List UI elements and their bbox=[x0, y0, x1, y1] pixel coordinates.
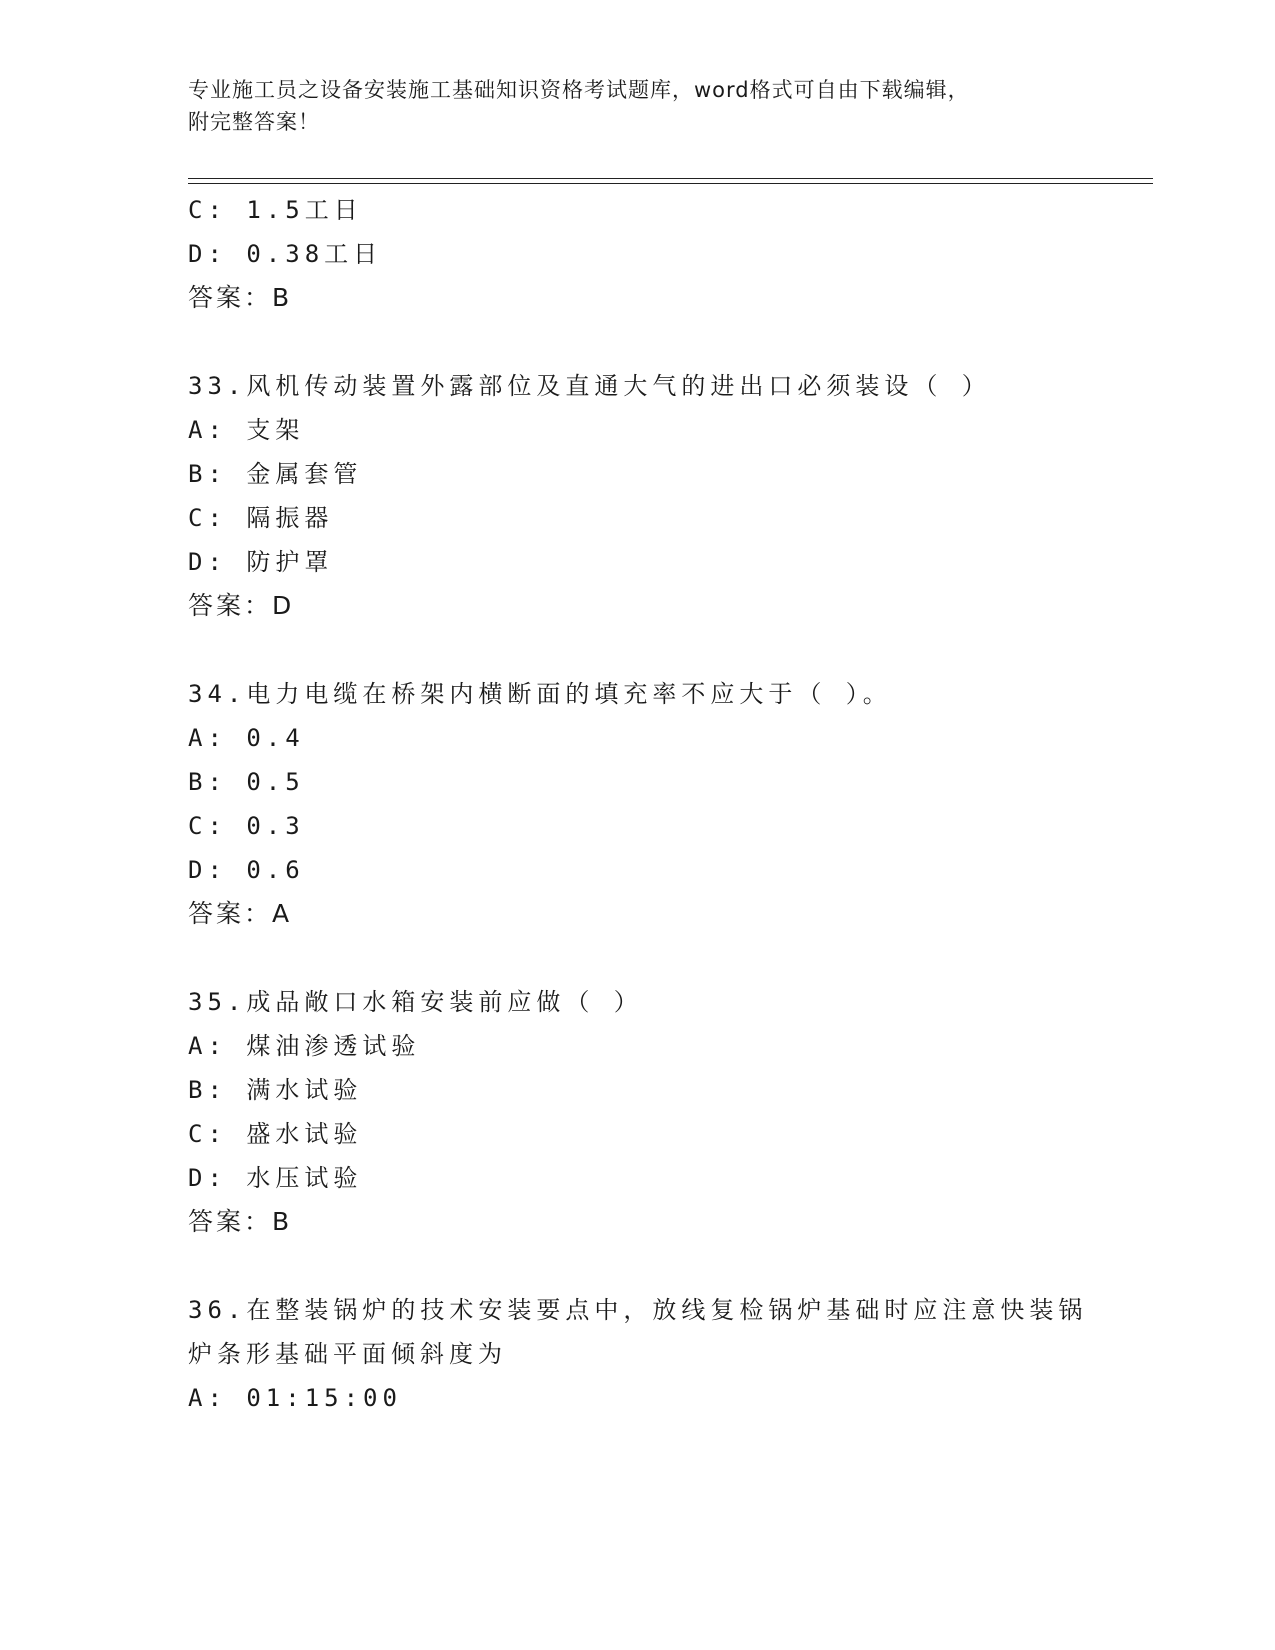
header-line-2: 附完整答案！ bbox=[188, 110, 320, 134]
question-36: 36.在整装锅炉的技术安装要点中，放线复检锅炉基础时应注意快装锅 bbox=[188, 1296, 1088, 1324]
answer-line: 答案：B bbox=[188, 283, 293, 312]
option-c: C: 隔振器 bbox=[188, 504, 334, 532]
answer-line: 答案：B bbox=[188, 1207, 293, 1236]
question-33: 33.风机传动装置外露部位及直通大气的进出口必须装设（ ） bbox=[188, 372, 991, 400]
header-rule-bottom bbox=[188, 183, 1153, 184]
option-a: A: 0.4 bbox=[188, 724, 305, 752]
option-d: D: 0.6 bbox=[188, 856, 305, 884]
option-b: B: 金属套管 bbox=[188, 460, 363, 488]
question-36-continued: 炉条形基础平面倾斜度为 bbox=[188, 1340, 507, 1368]
question-34: 34.电力电缆在桥架内横断面的填充率不应大于（ ）。 bbox=[188, 680, 892, 708]
option-d: D: 0.38工日 bbox=[188, 240, 383, 268]
option-d: D: 防护罩 bbox=[188, 548, 334, 576]
option-a: A: 01:15:00 bbox=[188, 1384, 402, 1412]
header-rule-top bbox=[188, 178, 1153, 179]
answer-line: 答案：D bbox=[188, 591, 295, 620]
option-c: C: 0.3 bbox=[188, 812, 305, 840]
document-header bbox=[188, 74, 1088, 138]
answer-line: 答案：A bbox=[188, 899, 293, 928]
option-b: B: 0.5 bbox=[188, 768, 305, 796]
option-d: D: 水压试验 bbox=[188, 1164, 363, 1192]
option-c: C: 1.5工日 bbox=[188, 196, 363, 224]
option-c: C: 盛水试验 bbox=[188, 1120, 363, 1148]
option-a: A: 支架 bbox=[188, 416, 305, 444]
question-35: 35.成品敞口水箱安装前应做（ ） bbox=[188, 988, 643, 1016]
option-b: B: 满水试验 bbox=[188, 1076, 363, 1104]
header-line-1: 专业施工员之设备安装施工基础知识资格考试题库，word格式可自由下载编辑， bbox=[188, 78, 970, 102]
option-a: A: 煤油渗透试验 bbox=[188, 1032, 421, 1060]
